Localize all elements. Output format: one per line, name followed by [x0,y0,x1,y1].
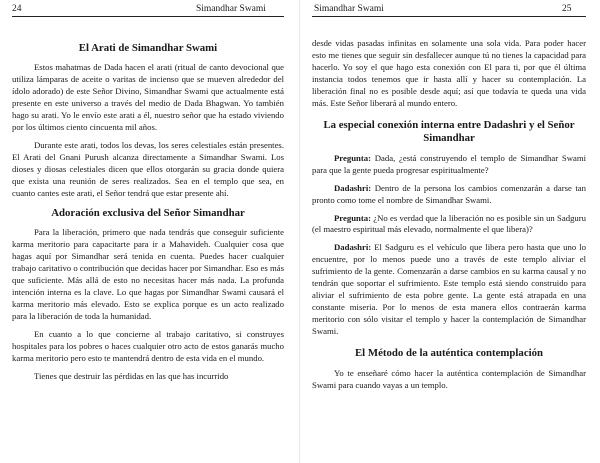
paragraph: desde vidas pasadas infinitas en solamente una sola vida. Para poder hacer esto me tienes que seguir sin desfallecer aunque tú no tienes la capacidad para hacerlo. Yo soy el que hago esta conexión con El para ti, por que él última instancia todos tenemos que ir hasta allí y hacer su contemplación. La liberación final no es posible desde aquí; así que todavía te queda una vida más. Este Señor liberará al mundo entero. [312,38,586,108]
dialogue-text: El Sadguru es el vehículo que libera pero hasta que uno lo encuentre, por lo menos puede uno a través de este templo aliviar el sufrimiento de la gente. Comenzarán a darse cambios en su karma causal y no tendrán que soportar el sufrimiento. Este templo está siendo construido para aliviar el sufrimiento de esta pobre gente. La gente está atrapada en una constante miseria. Por lo menos de esta manera ellos contraerán karma meritorio con sólo visitar el templo y hacer la contemplación de Simandhar Swami. [312,242,587,337]
page-number: 25 [562,4,572,14]
dialogue-text: Dentro de la persona los cambios comenzarán a darse tan pronto como tome el nombre de Simandhar Swami. [312,182,587,205]
header-rule [12,16,284,17]
dialogue-text: ¿No es verdad que la liberación no es posible sin un Sadguru (el maestro espiritual más elevado, normalmente el que libera)? [312,212,586,235]
left-text-column [12,18,284,383]
dialogue-entry [312,242,586,338]
running-head: Simandhar Swami [314,4,384,14]
dialogue-entry [312,183,586,207]
right-page [300,0,600,463]
header-rule [312,16,586,17]
speaker-label: Dadashri: [334,242,372,253]
paragraph: Durante este arati, todos los devas, los seres celestiales están presentes. El Arati del Gnani Purush alcanza directamente a Simandhar Swami. Los dioses y diosas celestiales dicen que ellos otorgarán su gracia donde quiera que exista una reunión de seres realizados. Sea en el templo que sea, en cuanto cantes este arati, el Señor tendrá que estar presente ahí. [12,139,284,198]
section-title: Adoración exclusiva del Señor Simandhar [51,207,245,220]
paragraph: Para la liberación, primero que nada tendrás que conseguir suficiente karma meritorio para capacitarte para ir a Mahavideh. Cualquier cosa que hagas aquí por Simandhar será tenida en cuenta. Puedes hacer cualquier trabajo caritativo o contribución que decidas hacer por Simandhar. Eso es más que suficiente. Más allá de esto no necesitas hacer más nada. La profunda intención interna es la clave. Lo que hagas por Simandhar Swami causará el karma meritorio más elevado. Esto se explica porque es un acto realizado para la liberación de toda la humanidad. [12,227,284,322]
dialogue-text: Dada, ¿está construyendo el templo de Simandhar Swami para que la gente pueda progresar espiritualmente? [312,152,586,175]
section-title: El Método de la auténtica contemplación [354,347,544,360]
speaker-label: Pregunta: [334,152,371,163]
paragraph: Tienes que destruir las pérdidas en las que has incurrido [34,370,229,381]
dialogue-entry [312,153,586,177]
paragraph: Estos mahatmas de Dada hacen el arati (ritual de canto devocional que utiliza lámparas de aceite o varitas de incienso que se mueven alrededor del ídolo adorado) de este Señor Divino, Simandhar Swami que actualmente está presente en este universo a través del medio de Dada Bhagwan. Yo también hago su arati. Yo le envío este arati a él, nuestro señor que ha estado viviendo por los últimos ciento cincuenta mil años. [12,62,284,132]
speaker-label: Pregunta: [334,212,371,223]
paragraph: En cuanto a lo que concierne al trabajo caritativo, si construyes hospitales para los pobres o haces cualquier otro acto de estos ganarás mucho karma meritorio pero esto te mantendrá dentro de esta vida en el mundo. [12,329,284,364]
running-head: Simandhar Swami [196,4,266,14]
paragraph: Yo te enseñaré cómo hacer la auténtica contemplación de Simandhar Swami para cuando vayas a un templo. [312,368,586,391]
speaker-label: Dadashri: [334,182,372,193]
page-number: 24 [12,4,22,14]
chapter-title: El Arati de Simandhar Swami [78,42,218,54]
section-title: La especial conexión interna entre Dadashri y el Señor Simandhar [323,118,575,144]
right-text-column [312,38,586,392]
dialogue-entry [312,213,586,237]
